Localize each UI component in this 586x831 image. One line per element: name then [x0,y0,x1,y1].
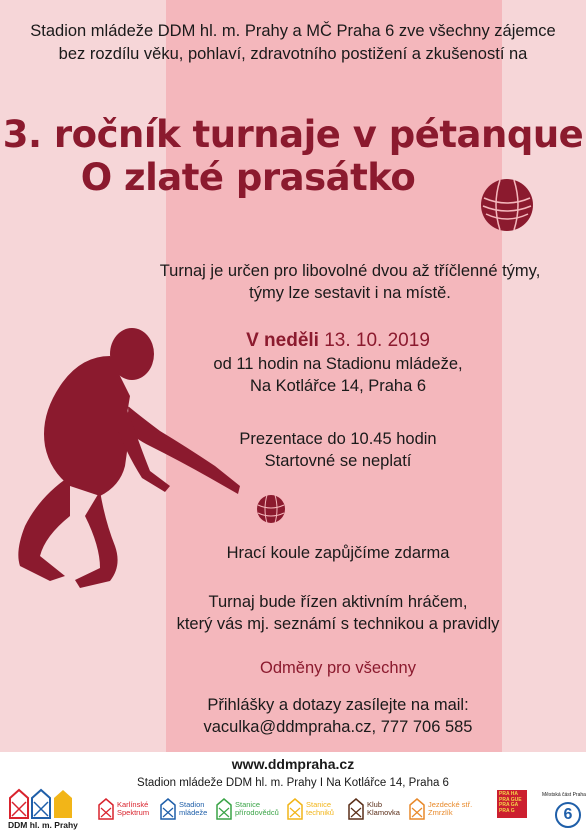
praha-badge: PRA HA PRA GUE PRA GA PRA G [497,790,527,818]
logo-text-line: Klub [367,799,383,809]
house-icon [348,798,364,820]
logo-stanice-techniku[interactable] [287,798,334,820]
logo-karlinske-spektrum[interactable] [98,798,149,820]
footer-url[interactable]: www.ddmpraha.cz [231,756,355,772]
house-icon [160,798,176,820]
tournament-info [160,591,516,635]
logo-text-line: Stanice [235,799,261,809]
intro-text [0,20,586,66]
contact-info [160,694,516,738]
registration-info [160,428,516,472]
tournament-line-2: který vás mj. seznámí s technikou a pravidly [176,615,500,633]
logo-text-line: Zmrzlík [428,808,453,817]
logo-klub-klamovka[interactable] [348,798,400,820]
logo-text-line: techniků [306,808,334,817]
footer-address: Stadion mládeže DDM hl. m. Prahy I Na Kotlářce 14, Praha 6 [137,777,449,789]
logo-text-line: Spektrum [117,808,150,817]
event-time-place: od 11 hodin na Stadionu mládeže, [213,355,463,373]
house-icon [98,798,114,820]
praha6-text: Městská část Praha [542,792,586,798]
house-icon [216,798,232,820]
title-line-1: 3. ročník turnaje v pétanque [2,113,584,156]
event-date-heading [160,328,516,353]
house-icon [409,798,425,820]
registration-line-1: Prezentace do 10.45 hodin [239,430,437,448]
footer [0,752,586,831]
event-date: 13. 10. 2019 [324,330,430,351]
logo-stanice-prirodovedcu[interactable] [216,798,279,820]
logo-text-line: Stanice [306,799,332,809]
balls-note: Hrací koule zapůjčíme zdarma [226,544,450,562]
ddm-logo-icon [8,788,74,820]
logo-text-line: Stadion [179,799,205,809]
logo-stadion-mladeze[interactable] [160,798,207,820]
logo-jezdecke-zmrzlik[interactable] [409,798,472,820]
contact-line-2[interactable]: vaculka@ddmpraha.cz, 777 706 585 [203,718,473,736]
teams-line-2: týmy lze sestavit i na místě. [249,284,451,302]
registration-line-2: Startovné se neplatí [264,452,412,470]
teams-line-1: Turnaj je určen pro libovolné dvou až tříčlenné týmy, [159,262,541,280]
date-prefix: V neděli [246,330,319,351]
logo-text-line: Klamovka [367,808,400,817]
event-address: Na Kotlářce 14, Praha 6 [249,377,427,395]
logo-text-line: přírodovědců [235,808,279,817]
title-line-2: O zlaté prasátko [80,156,416,199]
logo-text-line: Karlínské [117,799,149,809]
petanque-ball-icon [480,178,534,232]
house-icon [287,798,303,820]
intro-line-1: Stadion mládeže DDM hl. m. Prahy a MČ Praha 6 zve všechny zájemce [30,22,556,40]
petanque-ball-small-icon [256,494,286,524]
tournament-line-1: Turnaj bude řízen aktivním hráčem, [208,593,468,611]
logo-text-line: Jezdecké stř. [428,799,473,809]
teams-info [110,260,586,304]
logo-text-line: mládeže [179,808,208,817]
contact-line-1: Přihlášky a dotazy zasílejte na mail: [207,696,469,714]
praha6-logo: 6 [555,802,581,828]
intro-line-2: bez rozdílu věku, pohlaví, zdravotního postižení a zkušeností na [58,45,528,63]
rewards-note: Odměny pro všechny [260,659,416,677]
event-info [160,328,516,397]
ddm-label: DDM hl. m. Prahy [8,820,78,830]
